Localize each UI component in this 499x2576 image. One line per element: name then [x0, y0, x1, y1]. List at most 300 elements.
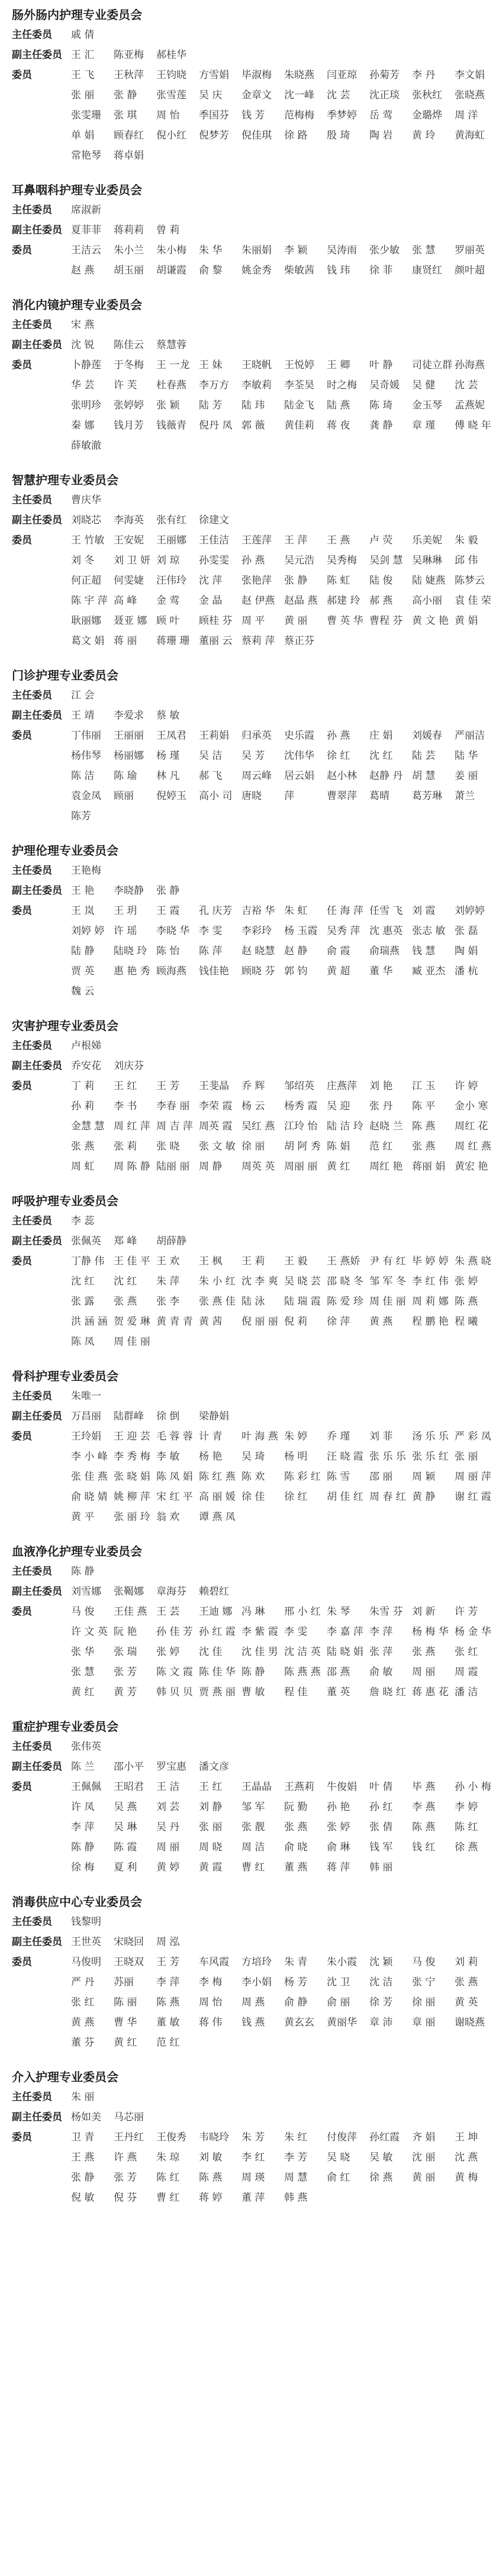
- member-name: 周 陈 静: [114, 1161, 150, 1173]
- member-name: 李 雯: [284, 1626, 308, 1638]
- member-name: 丁伟丽: [71, 730, 101, 742]
- member-name: 李 丹: [412, 69, 436, 81]
- member-name: 张 慧: [71, 1666, 95, 1678]
- member-name: 周 红 萍: [114, 1120, 150, 1132]
- member-row: [12, 220, 499, 240]
- member-name: 黄 霞: [199, 1862, 223, 1873]
- member-name: 谢 红 霞: [455, 1491, 491, 1503]
- member-name: 王玲娟: [71, 1431, 101, 1442]
- member-name: 俞瑞燕: [369, 945, 400, 957]
- committee-section: [12, 180, 499, 295]
- member-name: 张少敏: [369, 244, 400, 256]
- member-name: 俞 红: [327, 2172, 350, 2184]
- member-name: 吴元浩: [284, 555, 314, 566]
- member-name: 徐 菲: [369, 265, 393, 276]
- member-name: 钱 芳: [242, 110, 265, 121]
- member-name: 王晓双: [114, 1956, 144, 1968]
- member-name: 陆 芳: [199, 400, 223, 411]
- member-name: 冯 琳: [242, 1606, 265, 1618]
- member-name: 刘 菲: [369, 1431, 393, 1442]
- member-name: 萍: [284, 790, 294, 802]
- member-name: 李 颖: [284, 244, 308, 256]
- member-name: 陈 霞: [114, 1841, 137, 1853]
- member-name: 陈 凤 娟: [156, 1471, 193, 1483]
- member-name: 陈 虹: [327, 575, 350, 587]
- role-label: 主任委员: [12, 1215, 52, 1227]
- member-name: 倪佳琪: [242, 130, 272, 141]
- member-name: 赵静 丹: [369, 770, 403, 782]
- member-name: 王斐晶: [199, 1080, 229, 1092]
- committee-section: [12, 1016, 499, 1191]
- member-name: 许 文 英: [71, 1626, 108, 1638]
- member-name: 孙 红 霞: [199, 1626, 236, 1638]
- member-name: 金玉琴: [412, 400, 442, 411]
- member-name: 李 萍: [369, 1626, 393, 1638]
- member-name: 张雪莲: [156, 89, 186, 101]
- member-name: 潘 杭: [455, 965, 478, 977]
- member-name: 吴 琳: [114, 1821, 137, 1833]
- member-name: 蔡慧蓉: [156, 339, 186, 351]
- role-label: 委员: [12, 244, 32, 256]
- member-name: 王 芳: [156, 1080, 180, 1092]
- member-name: 叶 海 燕: [242, 1431, 278, 1442]
- member-name: 张 文 敏: [199, 1141, 236, 1152]
- member-name: 沈 洁 英: [284, 1646, 321, 1658]
- member-name: 蒋 夜: [327, 420, 350, 432]
- member-name: 赖碧红: [199, 1586, 229, 1598]
- member-names: [71, 1582, 497, 1602]
- member-name: 周英 霞: [199, 1120, 233, 1132]
- member-name: 许 芙: [114, 379, 137, 391]
- role-label: 副主任委员: [12, 1235, 62, 1247]
- member-name: 沈 红: [71, 1276, 95, 1287]
- member-name: 王 汇: [71, 49, 95, 61]
- section-title: 门诊护理专业委员会: [12, 668, 118, 682]
- member-name: 方培玲: [242, 1956, 272, 1968]
- member-name: 赵 晓慧: [242, 945, 275, 957]
- member-name: 倪小红: [156, 130, 186, 141]
- member-name: 江 玉: [412, 1080, 436, 1092]
- member-name: 贾 英: [71, 965, 95, 977]
- member-name: 周 洁: [242, 1841, 265, 1853]
- member-name: 金小 寒: [455, 1100, 488, 1112]
- member-name: 陈 红: [156, 2172, 180, 2184]
- member-name: 俞 晓: [284, 1841, 308, 1853]
- member-name: 李 嘉 萍: [327, 1626, 363, 1638]
- member-name: 陈 怡: [156, 945, 180, 957]
- member-name: 汤 乐 乐: [412, 1431, 449, 1442]
- member-name: 邵小平: [114, 1761, 144, 1773]
- role-label: 主任委员: [12, 319, 52, 331]
- member-name: 姚 柳 萍: [114, 1491, 150, 1503]
- member-row: [12, 530, 499, 651]
- member-name: 张 燕: [455, 1976, 478, 1988]
- member-name: 金璐烨: [412, 110, 442, 121]
- member-name: 许 燕: [114, 2152, 137, 2163]
- member-name: 朱 琼: [156, 2152, 180, 2163]
- member-name: 郑 峰: [114, 1235, 137, 1247]
- member-name: 宋晓回: [114, 1936, 144, 1948]
- member-name: 蒋莉莉: [114, 224, 144, 236]
- member-name: 沈 红: [369, 750, 393, 762]
- member-name: 周 吉 萍: [156, 1120, 193, 1132]
- member-name: 顾海燕: [156, 965, 186, 977]
- member-name: 马 俊: [71, 1606, 95, 1618]
- member-name: 倪 敏: [71, 2192, 95, 2204]
- member-name: 翁 欢: [156, 1511, 180, 1523]
- member-name: 马 俊: [412, 1956, 436, 1968]
- member-name: 郝 飞: [199, 770, 223, 782]
- member-name: 王 坤: [455, 2131, 478, 2143]
- member-name: 陶 娟: [455, 945, 478, 957]
- member-name: 王 枫: [199, 1255, 223, 1267]
- member-name: 周 平: [242, 615, 265, 627]
- member-name: 张有红: [156, 514, 186, 526]
- member-name: 袁 佳 荣: [455, 595, 491, 607]
- member-name: 张伟英: [71, 1741, 101, 1753]
- member-name: 陈 燕: [156, 1997, 180, 2008]
- member-name: 黄 红: [114, 2037, 137, 2049]
- member-name: 王 迎 芸: [114, 1431, 150, 1442]
- member-names: [71, 1602, 497, 1702]
- member-name: 陈 欢: [242, 1471, 265, 1483]
- member-name: 李 小 峰: [71, 1451, 108, 1463]
- member-name: 陈亚梅: [114, 49, 144, 61]
- member-name: 张 婷: [455, 1276, 478, 1287]
- role-label: 主任委员: [12, 865, 52, 877]
- member-name: 张 燕: [284, 1821, 308, 1833]
- member-name: 臧 亚杰: [412, 965, 446, 977]
- member-row: [12, 45, 499, 65]
- member-name: 陆 燕: [327, 400, 350, 411]
- member-name: 陈 燕: [455, 1296, 478, 1308]
- member-name: 韦晓玲: [199, 2131, 229, 2143]
- role-label: 委员: [12, 905, 32, 917]
- member-names: [71, 1056, 497, 1076]
- member-name: 周 佳 丽: [114, 1336, 150, 1348]
- member-name: 王凤君: [156, 730, 186, 742]
- member-name: 郭 钧: [284, 965, 308, 977]
- member-name: 曹 红: [242, 1862, 265, 1873]
- member-name: 张 芳: [114, 2172, 137, 2184]
- member-name: 沈 芸: [455, 379, 478, 391]
- member-name: 沈 芸: [327, 89, 350, 101]
- member-name: 沈 燕: [455, 2152, 478, 2163]
- member-names: [71, 861, 497, 881]
- member-name: 李 敏: [156, 1451, 180, 1463]
- member-name: 王晶晶: [242, 1781, 272, 1793]
- member-name: 王丽丽: [114, 730, 144, 742]
- member-row: [12, 1427, 499, 1527]
- member-name: 李 芳: [284, 2152, 308, 2163]
- member-name: 张 佳 燕: [71, 1471, 108, 1483]
- member-row: [12, 1737, 499, 1757]
- section-title: 智慧护理专业委员会: [12, 473, 118, 487]
- member-name: 张 乐 乐: [369, 1451, 406, 1463]
- member-name: 刘 新: [412, 1606, 436, 1618]
- member-name: 毕淑梅: [242, 69, 272, 81]
- member-name: 张 婷: [156, 1646, 180, 1658]
- committee-section: [12, 2067, 499, 2208]
- member-name: 庄燕萍: [327, 1080, 357, 1092]
- member-name: 金 莺: [156, 595, 180, 607]
- member-name: 夏 利: [114, 1862, 137, 1873]
- member-names: [71, 510, 497, 530]
- member-name: 陈 宇 萍: [71, 595, 108, 607]
- member-name: 吴 庆: [199, 89, 223, 101]
- member-name: 周 瑛: [242, 2172, 265, 2184]
- member-name: 许 芳: [455, 1606, 478, 1618]
- member-name: 张 燕 佳: [199, 1296, 236, 1308]
- member-name: 唐晓: [242, 790, 262, 802]
- member-name: 尹 有 红: [369, 1255, 406, 1267]
- member-name: 葛文 娟: [71, 635, 105, 647]
- member-name: 孙 燕: [327, 730, 350, 742]
- section-title: 消化内镜护理专业委员会: [12, 298, 142, 312]
- section-spacer: [12, 1702, 499, 1717]
- member-name: 范梅梅: [284, 110, 314, 121]
- member-name: 沈正琰: [369, 89, 400, 101]
- member-name: 常艳琴: [71, 150, 101, 162]
- member-name: 葛芳琳: [412, 790, 442, 802]
- member-name: 贺 爱 琳: [114, 1316, 150, 1328]
- member-name: 徐 佳: [242, 1491, 265, 1503]
- member-name: 蒋珊 珊: [156, 635, 190, 647]
- member-name: 黄 英: [455, 1997, 478, 2008]
- member-name: 王悦婷: [284, 359, 314, 371]
- member-name: 张 丹: [369, 1100, 393, 1112]
- section-spacer: [12, 1352, 499, 1366]
- member-name: 罗丽英: [455, 244, 485, 256]
- member-name: 钱黎明: [71, 1916, 101, 1928]
- member-name: 张 倩: [369, 1821, 393, 1833]
- member-name: 程 佳: [284, 1686, 308, 1698]
- member-row: [12, 65, 499, 166]
- member-name: 张婷婷: [114, 400, 144, 411]
- member-name: 杜春燕: [156, 379, 186, 391]
- member-name: 王丽娜: [156, 534, 186, 546]
- member-name: 戚 倩: [71, 29, 95, 41]
- member-name: 季国芬: [199, 110, 229, 121]
- member-name: 黄丽华: [327, 2017, 357, 2028]
- member-name: 李 梅: [199, 1976, 223, 1988]
- member-names: [71, 65, 497, 166]
- member-name: 陆金飞: [284, 400, 314, 411]
- member-name: 张 丽: [71, 89, 95, 101]
- member-name: 陈 燕: [412, 1120, 436, 1132]
- member-name: 张 莉: [114, 1141, 137, 1152]
- member-name: 张 乐 红: [412, 1451, 449, 1463]
- member-name: 王洁云: [71, 244, 101, 256]
- member-name: 李 萍: [156, 1976, 180, 1988]
- member-name: 吴 琦: [242, 1451, 265, 1463]
- member-name: 李 紫 霞: [242, 1626, 278, 1638]
- member-name: 陈 娟: [327, 1141, 350, 1152]
- member-name: 杨 梅 华: [412, 1626, 449, 1638]
- member-name: 谢晓燕: [455, 2017, 485, 2028]
- member-names: [71, 1737, 497, 1757]
- member-name: 蒋 丽: [114, 635, 137, 647]
- member-name: 王丹红: [114, 2131, 144, 2143]
- role-label: 副主任委员: [12, 514, 62, 526]
- member-name: 张鞨娜: [114, 1586, 144, 1598]
- member-name: 李 秀 梅: [114, 1451, 150, 1463]
- member-name: 孟燕妮: [455, 400, 485, 411]
- member-names: [71, 45, 497, 65]
- member-name: 万昌丽: [71, 1411, 101, 1422]
- role-label: 委员: [12, 69, 32, 81]
- member-name: 沈伟华: [284, 750, 314, 762]
- role-label: 委员: [12, 1431, 32, 1442]
- member-name: 陈 丽: [114, 1997, 137, 2008]
- member-name: 沈 红: [114, 1276, 137, 1287]
- member-row: [12, 1932, 499, 1952]
- committee-section: [12, 665, 499, 841]
- member-name: 朱 燕 晓: [455, 1255, 491, 1267]
- section-title: 骨科护理专业委员会: [12, 1369, 118, 1383]
- member-name: 刘 静: [199, 1801, 223, 1813]
- member-name: 邵 燕: [327, 1666, 350, 1678]
- member-name: 倪 芬: [114, 2192, 137, 2204]
- member-name: 李荃昊: [284, 379, 314, 391]
- member-name: 顾春红: [114, 130, 144, 141]
- role-label: 主任委员: [12, 2091, 52, 2103]
- member-name: 李爱求: [114, 710, 144, 722]
- member-names: [71, 1777, 497, 1878]
- member-name: 倪 丽 丽: [242, 1316, 278, 1328]
- member-name: 胡玉丽: [114, 265, 144, 276]
- member-name: 陆丽 丽: [156, 1161, 190, 1173]
- member-name: 张 红: [455, 1646, 478, 1658]
- member-row: [12, 1036, 499, 1056]
- member-name: 刘庆芬: [114, 1060, 144, 1072]
- member-name: 张 燕: [114, 1296, 137, 1308]
- section-title: 介入护理专业委员会: [12, 2070, 118, 2084]
- role-label: 副主任委员: [12, 1761, 62, 1773]
- member-name: 刘 冬: [71, 555, 95, 566]
- member-names: [71, 530, 497, 651]
- member-name: 单 娟: [71, 130, 95, 141]
- member-name: 周 静: [199, 1161, 223, 1173]
- member-name: 卢 荧: [369, 534, 393, 546]
- member-name: 陈 爱 珍: [327, 1296, 363, 1308]
- member-name: 陈 琦: [369, 400, 393, 411]
- member-name: 许 凤: [71, 1801, 95, 1813]
- section-title: 护理伦理专业委员会: [12, 843, 118, 858]
- member-name: 董 芬: [71, 2037, 95, 2049]
- member-name: 李小娟: [242, 1976, 272, 1988]
- member-name: 蔡 敏: [156, 710, 180, 722]
- member-name: 张 李: [156, 1296, 180, 1308]
- member-name: 陈芳: [71, 810, 91, 822]
- member-name: 张 燕: [71, 1141, 95, 1152]
- member-name: 张 燕: [412, 1646, 436, 1658]
- member-name: 王 莉: [242, 1255, 265, 1267]
- member-name: 朱 芳: [242, 2131, 265, 2143]
- member-names: [71, 220, 497, 240]
- member-name: 吴秀梅: [327, 555, 357, 566]
- role-label: 委员: [12, 1255, 32, 1267]
- member-name: 倪丹 凤: [199, 420, 233, 432]
- member-name: 周 红 燕: [455, 1141, 491, 1152]
- member-name: 龚 静: [369, 420, 393, 432]
- member-name: 周 晓: [199, 1841, 223, 1853]
- member-name: 蔡正芬: [284, 635, 314, 647]
- member-name: 李 萍: [71, 1821, 95, 1833]
- member-name: 王佳洁: [199, 534, 229, 546]
- member-name: 蒋 萍: [327, 1862, 350, 1873]
- member-name: 董 燕: [284, 1862, 308, 1873]
- section-title: 肠外肠内护理专业委员会: [12, 8, 142, 22]
- member-row: [12, 881, 499, 901]
- member-name: 赵晶 燕: [284, 595, 318, 607]
- member-name: 胡薛静: [156, 1235, 186, 1247]
- member-name: 孙 小 梅: [455, 1781, 491, 1793]
- committee-section: [12, 295, 499, 470]
- member-name: 王 洁: [156, 1781, 180, 1793]
- member-row: [12, 1561, 499, 1582]
- member-name: 黄宏 艳: [455, 1161, 488, 1173]
- member-name: 宋 燕: [71, 319, 95, 331]
- member-names: [71, 901, 497, 1002]
- member-row: [12, 335, 499, 355]
- member-name: 张 慧: [412, 244, 436, 256]
- section-spacer: [12, 456, 499, 470]
- member-name: 吴奇媛: [369, 379, 400, 391]
- role-label: 主任委员: [12, 1741, 52, 1753]
- member-name: 黄 超: [327, 965, 350, 977]
- member-name: 徐 红: [284, 1491, 308, 1503]
- member-name: 陈佳云: [114, 339, 144, 351]
- member-name: 徐 燕: [369, 2172, 393, 2184]
- member-name: 叶 静: [369, 359, 393, 371]
- member-name: 李 婷: [455, 1801, 478, 1813]
- section-spacer: [12, 281, 499, 295]
- member-row: [12, 315, 499, 335]
- member-name: 黄 静: [412, 1491, 436, 1503]
- member-name: 姚金秀: [242, 265, 272, 276]
- member-name: 杨 云: [242, 1100, 265, 1112]
- member-name: 陈 燕: [412, 1821, 436, 1833]
- member-name: 詹 晓 红: [369, 1686, 406, 1698]
- member-name: 曹程 芬: [369, 615, 403, 627]
- member-name: 顾晓 芬: [242, 965, 275, 977]
- member-name: 宋 红 平: [156, 1491, 193, 1503]
- member-name: 吴 洁: [199, 750, 223, 762]
- member-name: 周英 英: [242, 1161, 275, 1173]
- member-name: 朱小梅: [156, 244, 186, 256]
- member-name: 邢 小 红: [284, 1606, 321, 1618]
- member-row: [12, 2127, 499, 2208]
- member-name: 周 泓: [156, 1936, 180, 1948]
- member-name: 程 曦: [455, 1316, 478, 1328]
- member-name: 江 会: [71, 690, 95, 701]
- member-name: 阮 艳: [114, 1626, 137, 1638]
- member-name: 张 露: [71, 1296, 95, 1308]
- member-name: 朱 婷: [284, 1431, 308, 1442]
- member-name: 魏 云: [71, 986, 95, 997]
- member-names: [71, 1036, 497, 1056]
- member-name: 钱薇青: [156, 420, 186, 432]
- member-name: 贾 燕 丽: [199, 1686, 236, 1698]
- member-name: 朱 虹: [284, 905, 308, 917]
- section-title: 灾害护理专业委员会: [12, 1019, 118, 1033]
- member-name: 夏菲菲: [71, 224, 101, 236]
- member-name: 陆 芸: [412, 750, 436, 762]
- committee-section: [12, 1541, 499, 1717]
- member-name: 何雯婕: [114, 575, 144, 587]
- member-names: [71, 490, 497, 510]
